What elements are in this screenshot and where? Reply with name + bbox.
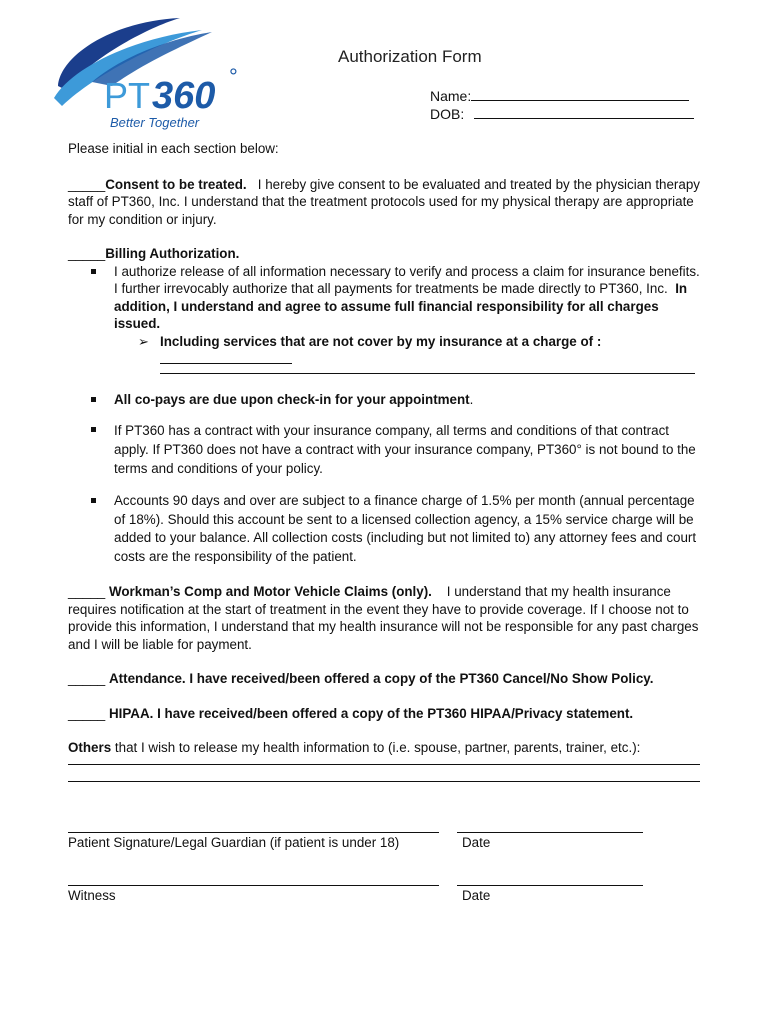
dob-input-line[interactable] [474,105,694,119]
billing-item1-bold: In addition, I understand and agree to assume full financial responsibility for all charges issued. [114,281,688,331]
logo-brand-number: 360 [152,75,216,117]
billing-item2-end: . [469,391,474,407]
witness-label: Witness [68,888,116,903]
workman-heading: Workman’s Comp and Motor Vehicle Claims (only). [108,584,432,599]
patient-signature-line[interactable] [68,832,439,833]
form-title: Authorization Form [338,47,482,66]
attendance-text: Attendance. I have received/been offered a copy of the PT360 Cancel/No Show Policy. [108,671,654,686]
billing-item-copays [68,391,704,409]
billing-item4-text: Accounts 90 days and over are subject to a finance charge of 1.5% per month (annual percentage of 18%). Should this account be sent to a licensed collection agency, a 15% service charge will be added to your balance. All collection costs (including but not limited to) any attorney fees and court costs are the responsibility of the patient. [114,493,697,564]
logo-tagline: Better Together [110,115,200,130]
intro-text: Please initial in each section below: [68,141,279,156]
logo-degree-mark: ° [229,64,238,89]
witness-date-line[interactable] [457,885,643,886]
billing-initial-blank[interactable]: _____ [68,246,106,261]
billing-item-accounts [68,492,704,566]
consent-heading: Consent to be treated. [105,176,247,192]
attendance-initial-blank[interactable]: _____ [68,671,106,686]
pt360-logo [52,16,252,132]
billing-item-contract [68,421,704,478]
workman-text: I understand that my health insurance requires notification at the start of treatment in the event they have to provide coverage. If I choose not to provide this information, I understand that my health insurance will not be responsible for any past charges and I will be liable for payment. [68,584,699,652]
hipaa-text: HIPAA. I have received/been offered a copy of the PT360 HIPAA/Privacy statement. [108,705,634,721]
workman-section [68,583,704,653]
bullet-square-icon [91,427,96,432]
others-text: that I wish to release my health information to (i.e. spouse, partner, parents, trainer, etc.): [114,740,641,755]
workman-initial-blank[interactable]: _____ [68,584,106,599]
bullet-square-icon [91,397,96,402]
billing-item3-text: If PT360 has a contract with your insurance company, all terms and conditions of that contract apply. If PT360 does not have a contract with your insurance company, PT360° is not bound to the terms and conditions of your policy. [114,423,696,476]
logo-brand-prefix: PT [104,75,151,116]
billing-item1-text: I authorize release of all information necessary to verify and process a claim for insurance benefits. I further irrevocably authorize that all payments for treatments be made directly to PT360, Inc. [114,263,700,296]
bullet-square-icon [91,269,96,274]
witness-date-label: Date [462,888,491,903]
patient-signature-label: Patient Signature/Legal Guardian (if patient is under 18) [68,835,400,850]
charge-amount-line[interactable] [160,350,292,364]
billing-heading: Billing Authorization. [105,246,240,261]
hipaa-initial-blank[interactable]: _____ [68,705,106,721]
others-line-2[interactable] [68,781,700,782]
others-section [68,739,704,757]
dob-field [430,105,694,122]
others-heading: Others [68,740,112,755]
form-body [68,140,704,782]
dob-label: DOB: [430,106,465,122]
name-label: Name: [430,88,472,104]
billing-sub-item-charges [68,333,704,374]
consent-section [68,176,704,229]
attendance-section [68,670,704,688]
consent-text: I hereby give consent to be evaluated and treated by the physician therapy staff of PT360, Inc. I understand that the treatment protocols used for my physical therapy are appropriate for my condition or injury. [68,176,700,227]
billing-section [68,245,704,566]
charge-amount-line-2[interactable] [160,373,695,374]
name-field [430,87,689,104]
patient-date-label: Date [462,835,491,850]
bullet-square-icon [91,498,96,503]
patient-date-line[interactable] [457,832,643,833]
billing-sub-bullet-text: Including services that are not cover by my insurance at a charge of : [160,333,602,349]
arrow-bullet-icon: ➢ [138,333,149,349]
others-line-1[interactable] [68,764,700,765]
billing-item-authorize [68,263,704,333]
hipaa-section [68,705,704,723]
billing-item2-bold: All co-pays are due upon check-in for your appointment [114,391,470,407]
witness-signature-line[interactable] [68,885,439,886]
consent-initial-blank[interactable]: _____ [68,176,106,192]
name-input-line[interactable] [471,87,689,101]
